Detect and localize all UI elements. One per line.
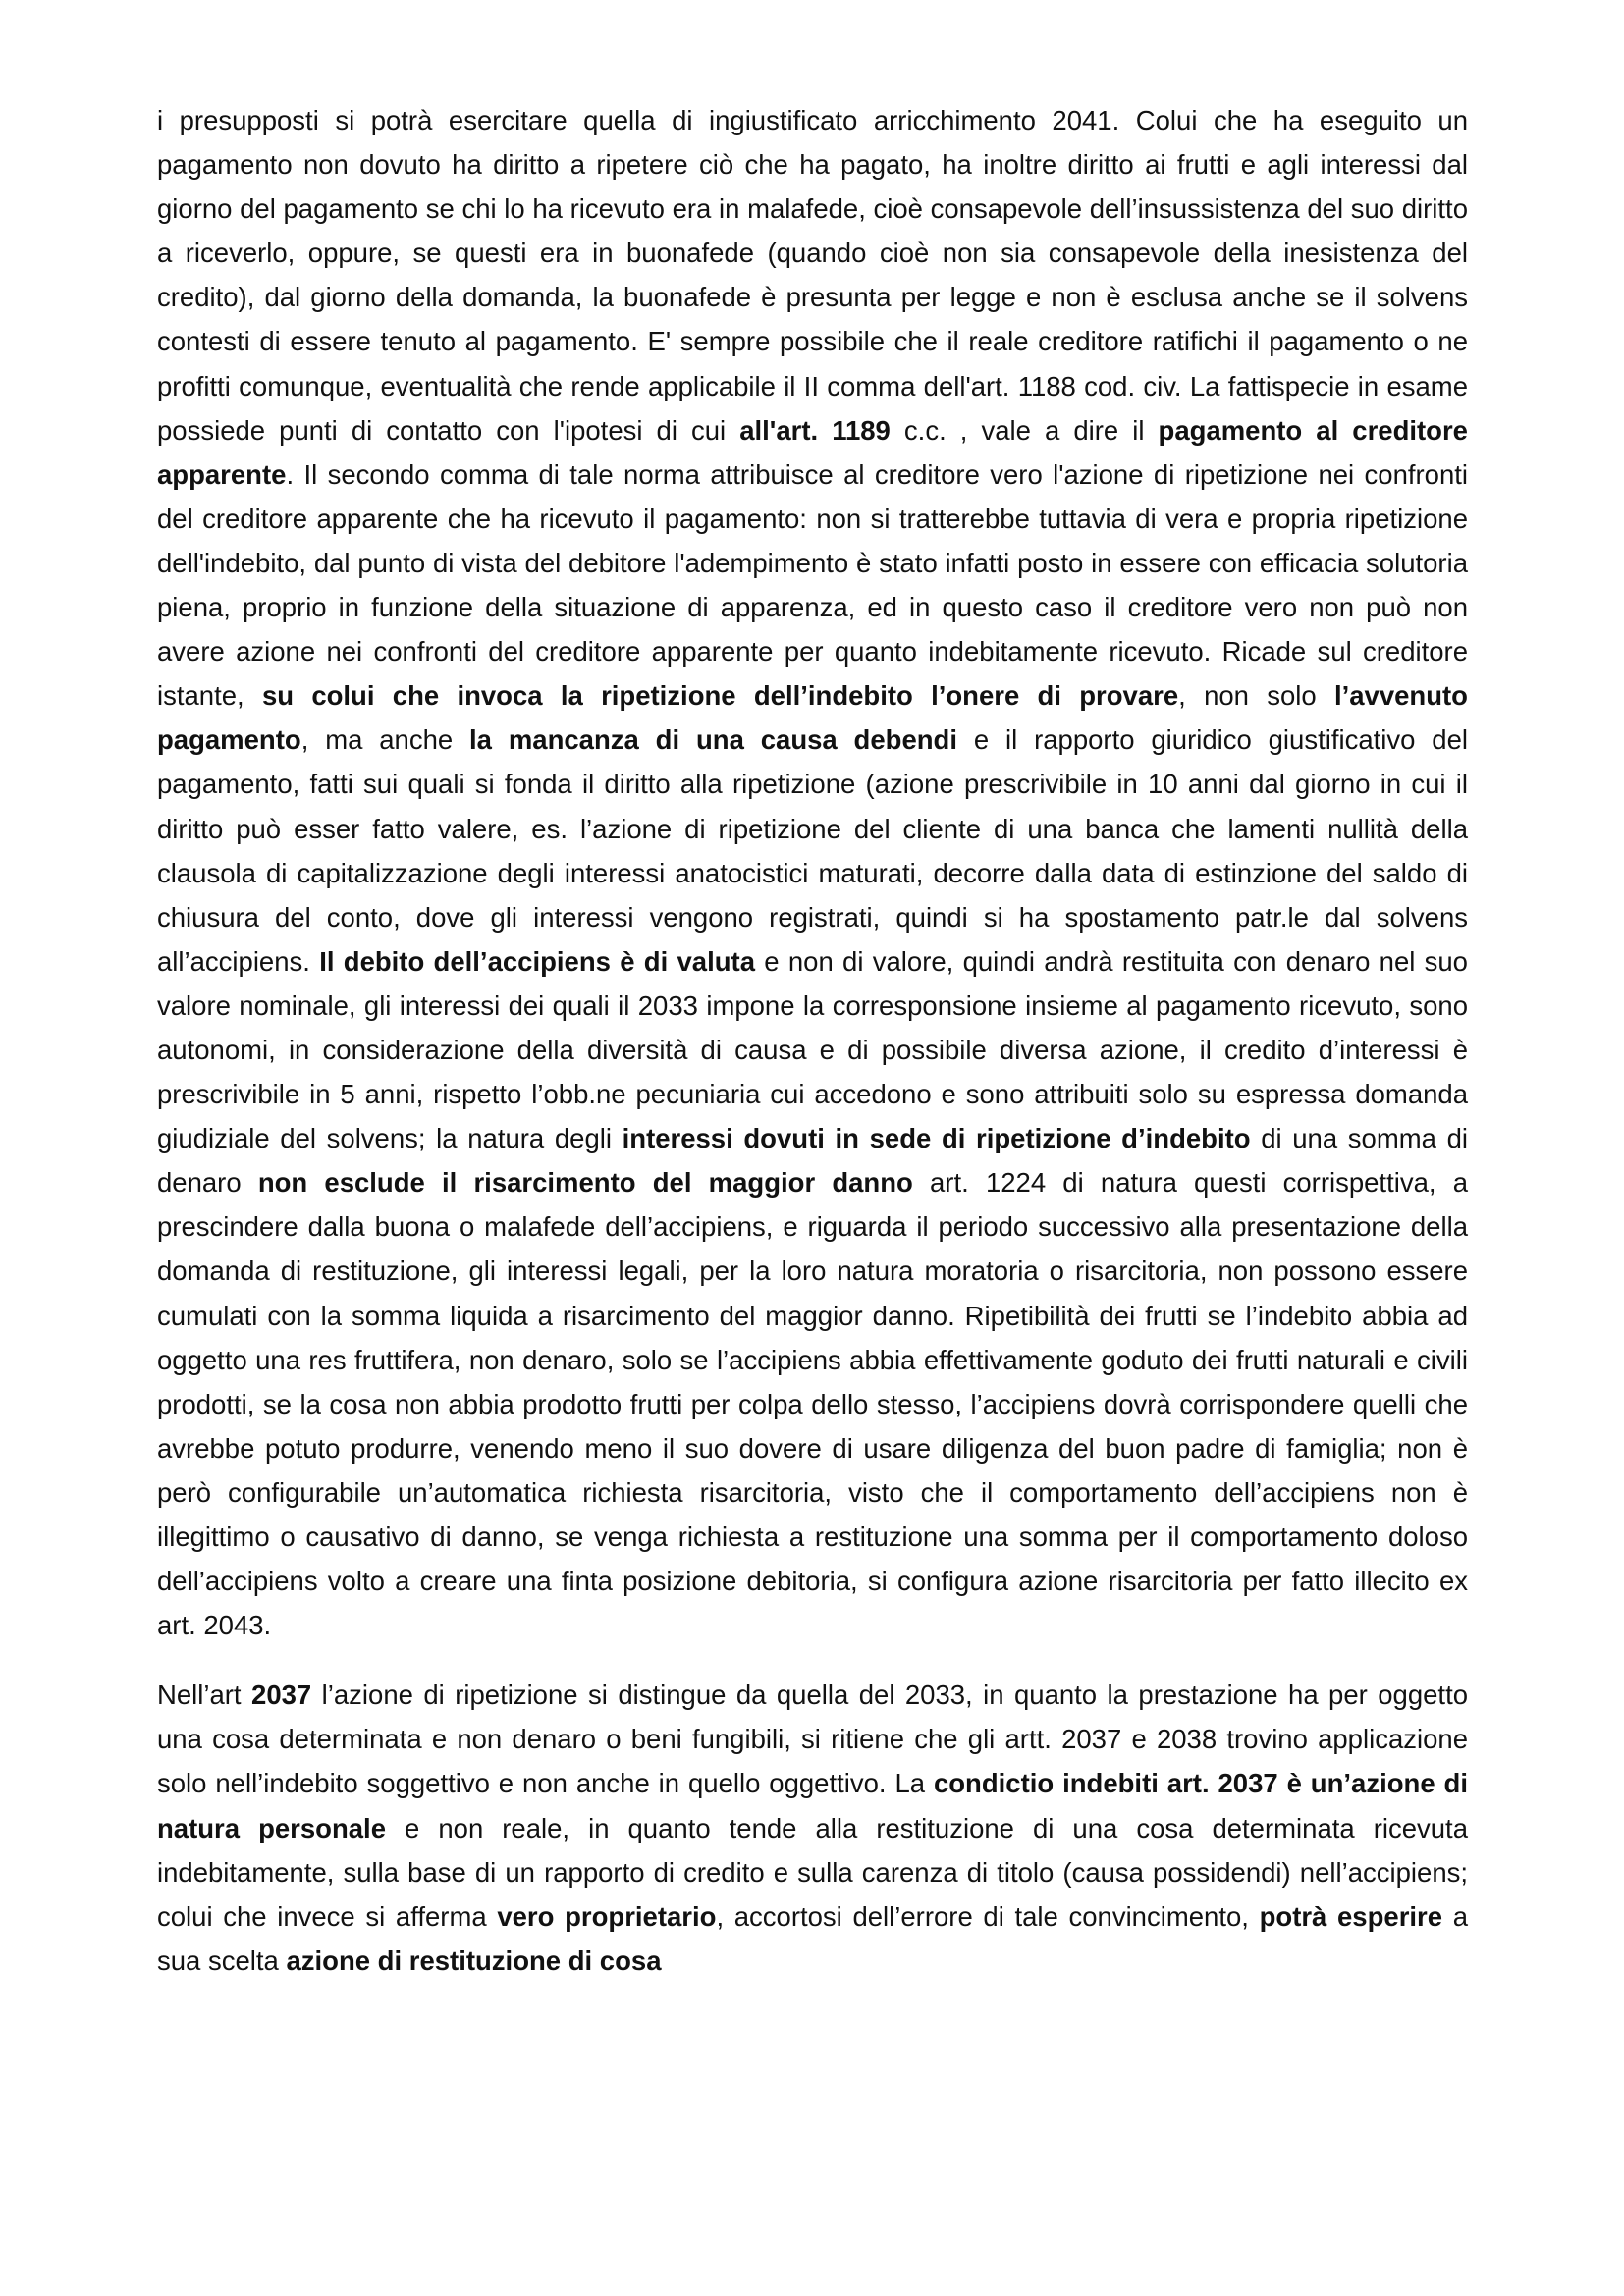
bold-text-run: la mancanza di una causa debendi bbox=[469, 724, 957, 756]
text-run: Nell’art bbox=[157, 1680, 252, 1711]
bold-text-run: 2037 bbox=[251, 1680, 312, 1711]
paragraph-art-2037 bbox=[157, 1673, 1468, 1983]
bold-text-run: l’avvenuto pagamento bbox=[157, 680, 1468, 756]
text-run: , accortosi dell’errore di tale convincimento, bbox=[716, 1900, 1260, 1932]
bold-text-run: su colui che invoca la ripetizione dell’indebito l’onere di provare bbox=[261, 680, 1179, 712]
text-run: i presupposti si potrà esercitare quella di ingiustificato arricchimento 2041. Colui che ha eseguito un pagamento non dovuto ha diritto a ripetere ciò che ha pagato, ha inoltre diritto ai frutti e agli interessi dal giorno del pagamento se chi lo ha ricevuto era in malafede, cioè consapevole dell’insussistenza del suo diritto a riceverlo, oppure, se questi era in buonafede (quando cioè non sia consapevole della inesistenza del credito), dal giorno della domanda, la buonafede è presunta per legge e non è esclusa anche se il solvens contesti di essere tenuto al pagamento. E' sempre possibile che il reale creditore ratifichi il pagamento o ne profitti comunque, eventualità che rende applicabile il II comma dell'art. 1188 cod. civ. La fattispecie in esame possiede punti di contatto con l'ipotesi di cui bbox=[157, 105, 1468, 446]
bold-text-run: condictio indebiti art. 2037 è un’azione di natura personale bbox=[157, 1768, 1468, 1843]
text-run: l’azione di ripetizione si distingue da quella del 2033, in quanto la prestazione ha per oggetto una cosa determinata e non denaro o beni fungibili, si ritiene che gli artt. 2037 e 2038 trovino applicazione solo nell’indebito soggettivo e non anche in quello oggettivo. La bbox=[157, 1680, 1469, 1799]
text-run: , ma anche bbox=[300, 724, 470, 756]
bold-text-run: Il debito dell’accipiens è di valuta bbox=[319, 945, 755, 977]
text-run: art. 1224 di natura questi corrispettiva, a prescindere dalla buona o malafede dell’accipiens, e riguarda il periodo successivo alla presentazione della domanda di restituzione, gli interessi legali, per la loro natura moratoria o risarcitoria, non possono essere cumulati con la somma liquida a risarcimento del maggior danno. Ripetibilità dei frutti se l’indebito abbia ad oggetto una res fruttifera, non denaro, solo se l’accipiens abbia effettivamente goduto dei frutti naturali e civili prodotti, se la cosa non abbia prodotto frutti per colpa dello stesso, l’accipiens dovrà corrispondere quelli che avrebbe potuto produrre, venendo meno il suo dovere di usare diligenza del buon padre di famiglia; non è però configurabile un’automatica richiesta risarcitoria, visto che il comportamento dell’accipiens non è illegittimo o causativo di danno, se venga richiesta a restituzione una somma per il comportamento doloso dell’accipiens volto a creare una finta posizione debitoria, si configura azione risarcitoria per fatto illecito ex art. 2043. bbox=[157, 1167, 1468, 1641]
bold-text-run: vero proprietario bbox=[497, 1900, 717, 1932]
bold-text-run: potrà esperire bbox=[1259, 1900, 1443, 1932]
text-run: e il rapporto giuridico giustificativo del pagamento, fatti sui quali si fonda il diritto alla ripetizione (azione prescrivibile in 10 anni dal giorno in cui il diritto può esser fatto valere, es. l’azione di ripetizione del cliente di una banca che lamenti nullità della clausola di capitalizzazione degli interessi anatocistici maturati, decorre dalla data di estinzione del saldo di chiusura del conto, dove gli interessi vengono registrati, quindi si ha spostamento patr.le dal solvens all’accipiens. bbox=[157, 724, 1468, 977]
bold-text-run: non esclude il risarcimento del maggior danno bbox=[257, 1167, 913, 1199]
bold-text-run: pagamento al creditore apparente bbox=[157, 414, 1468, 490]
text-run: di una somma di denaro bbox=[157, 1123, 1468, 1199]
text-run: c.c. , vale a dire il bbox=[890, 414, 1159, 446]
bold-text-run: azione di restituzione di cosa bbox=[286, 1945, 662, 1976]
bold-text-run: all'art. 1189 bbox=[739, 414, 891, 446]
text-run: e non di valore, quindi andrà restituita con denaro nel suo valore nominale, gli interessi dei quali il 2033 impone la corresponsione insieme al pagamento ricevuto, sono autonomi, in considerazione della diversità di causa e di possibile diversa azione, il credito d’interessi è prescrivibile in 5 anni, rispetto l’obb.ne pecuniaria cui accedono e sono attribuiti solo su espressa domanda giudiziale del solvens; la natura degli bbox=[157, 945, 1468, 1154]
paragraph-condictio-indebiti-effects bbox=[157, 98, 1468, 1647]
text-run: . Il secondo comma di tale norma attribuisce al creditore vero l'azione di ripetizione nei confronti del creditore apparente che ha ricevuto il pagamento: non si tratterebbe tuttavia di vera e propria ripetizione dell'indebito, dal punto di vista del debitore l'adempimento è stato infatti posto in essere con efficacia solutoria piena, proprio in funzione della situazione di apparenza, ed in questo caso il creditore vero non può non avere azione nei confronti del creditore apparente per quanto indebitamente ricevuto. Ricade sul creditore istante, bbox=[157, 458, 1468, 712]
text-run: a sua scelta bbox=[157, 1900, 1469, 1976]
text-run: e non reale, in quanto tende alla restituzione di una cosa determinata ricevuta indebitamente, sulla base di un rapporto di credito e sulla carenza di titolo (causa possidendi) nell’accipiens; colui che invece si afferma bbox=[157, 1812, 1468, 1932]
text-run: , non solo bbox=[1178, 680, 1334, 712]
bold-text-run: interessi dovuti in sede di ripetizione d’indebito bbox=[622, 1123, 1251, 1154]
